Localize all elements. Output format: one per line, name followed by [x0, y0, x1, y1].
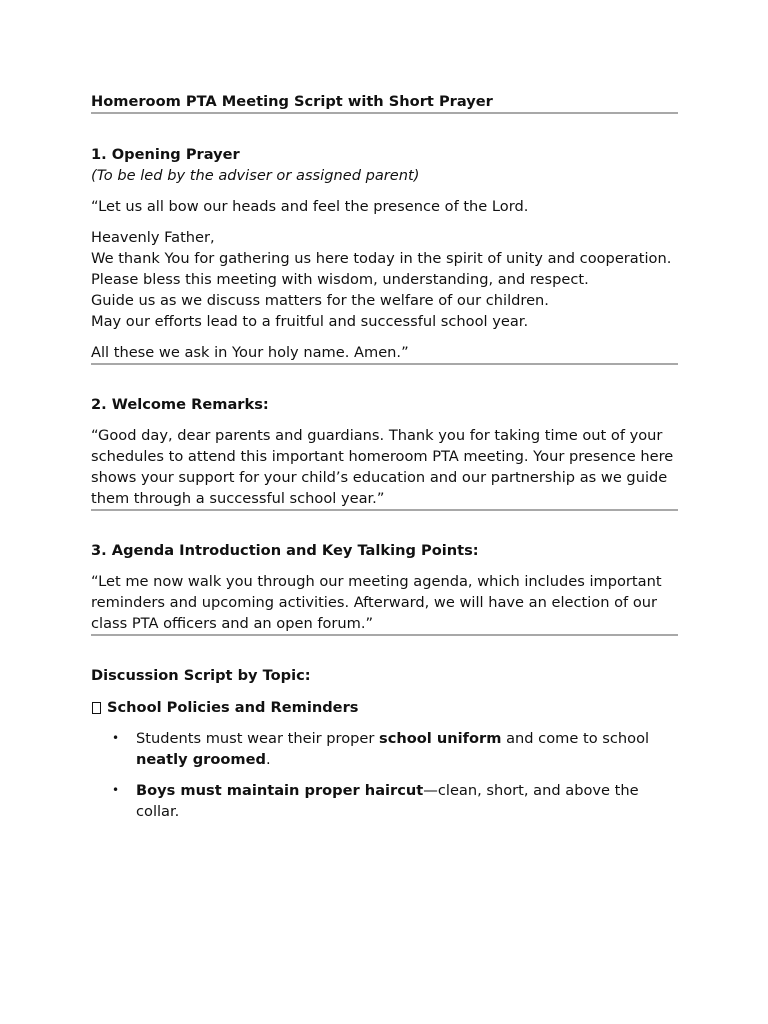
section-heading-discussion: Discussion Script by Topic:	[91, 667, 311, 684]
prayer-body	[91, 227, 678, 332]
prayer-line: Please bless this meeting with wisdom, understanding, and respect.	[91, 271, 589, 288]
section-note: (To be led by the adviser or assigned parent)	[91, 167, 420, 184]
bullet-list	[91, 728, 678, 822]
divider	[91, 509, 678, 511]
list-item	[91, 728, 678, 770]
section-heading-agenda: 3. Agenda Introduction and Key Talking Points:	[91, 542, 479, 559]
bullet-icon: •	[112, 731, 120, 745]
bullet-text: .	[265, 751, 271, 768]
divider	[91, 363, 678, 365]
missing-glyph-icon	[92, 702, 101, 714]
list-item	[91, 780, 678, 822]
agenda-text: “Let me now walk you through our meeting agenda, which includes important reminders and upcoming activities. Afterward, we will have an election of our class PTA officers and an open forum.”	[91, 573, 662, 632]
prayer-line: Guide us as we discuss matters for the welfare of our children.	[91, 292, 549, 309]
prayer-line: May our efforts lead to a fruitful and successful school year.	[91, 313, 529, 330]
prayer-closing: All these we ask in Your holy name. Amen.”	[91, 344, 409, 361]
prayer-intro: “Let us all bow our heads and feel the presence of the Lord.	[91, 198, 529, 215]
prayer-line: We thank You for gathering us here today in the spirit of unity and cooperation.	[91, 250, 672, 267]
bullet-text: Students must wear their proper	[136, 730, 380, 747]
subsection-heading-text: School Policies and Reminders	[107, 699, 359, 716]
divider	[91, 112, 678, 114]
bullet-icon: •	[112, 783, 120, 797]
divider	[91, 634, 678, 636]
document-page	[91, 91, 678, 832]
welcome-text: “Good day, dear parents and guardians. Thank you for taking time out of your schedules to attend this important homeroom PTA meeting. Your presence here shows your support for your child’s education and our partnership as we guide them through a successful school year.”	[91, 427, 674, 507]
bullet-bold-text: Boys must maintain proper haircut	[136, 782, 424, 799]
bullet-bold-text: school uniform	[379, 730, 502, 747]
prayer-line: Heavenly Father,	[91, 229, 215, 246]
bullet-bold-text: neatly groomed	[136, 751, 266, 768]
section-heading-opening-prayer: 1. Opening Prayer	[91, 146, 240, 163]
bullet-text: and come to school	[501, 730, 650, 747]
section-heading-welcome: 2. Welcome Remarks:	[91, 396, 269, 413]
subsection-heading	[91, 697, 678, 718]
document-title: Homeroom PTA Meeting Script with Short Prayer	[91, 93, 493, 110]
bullet-text: —clean, short, and above the collar.	[136, 782, 639, 820]
